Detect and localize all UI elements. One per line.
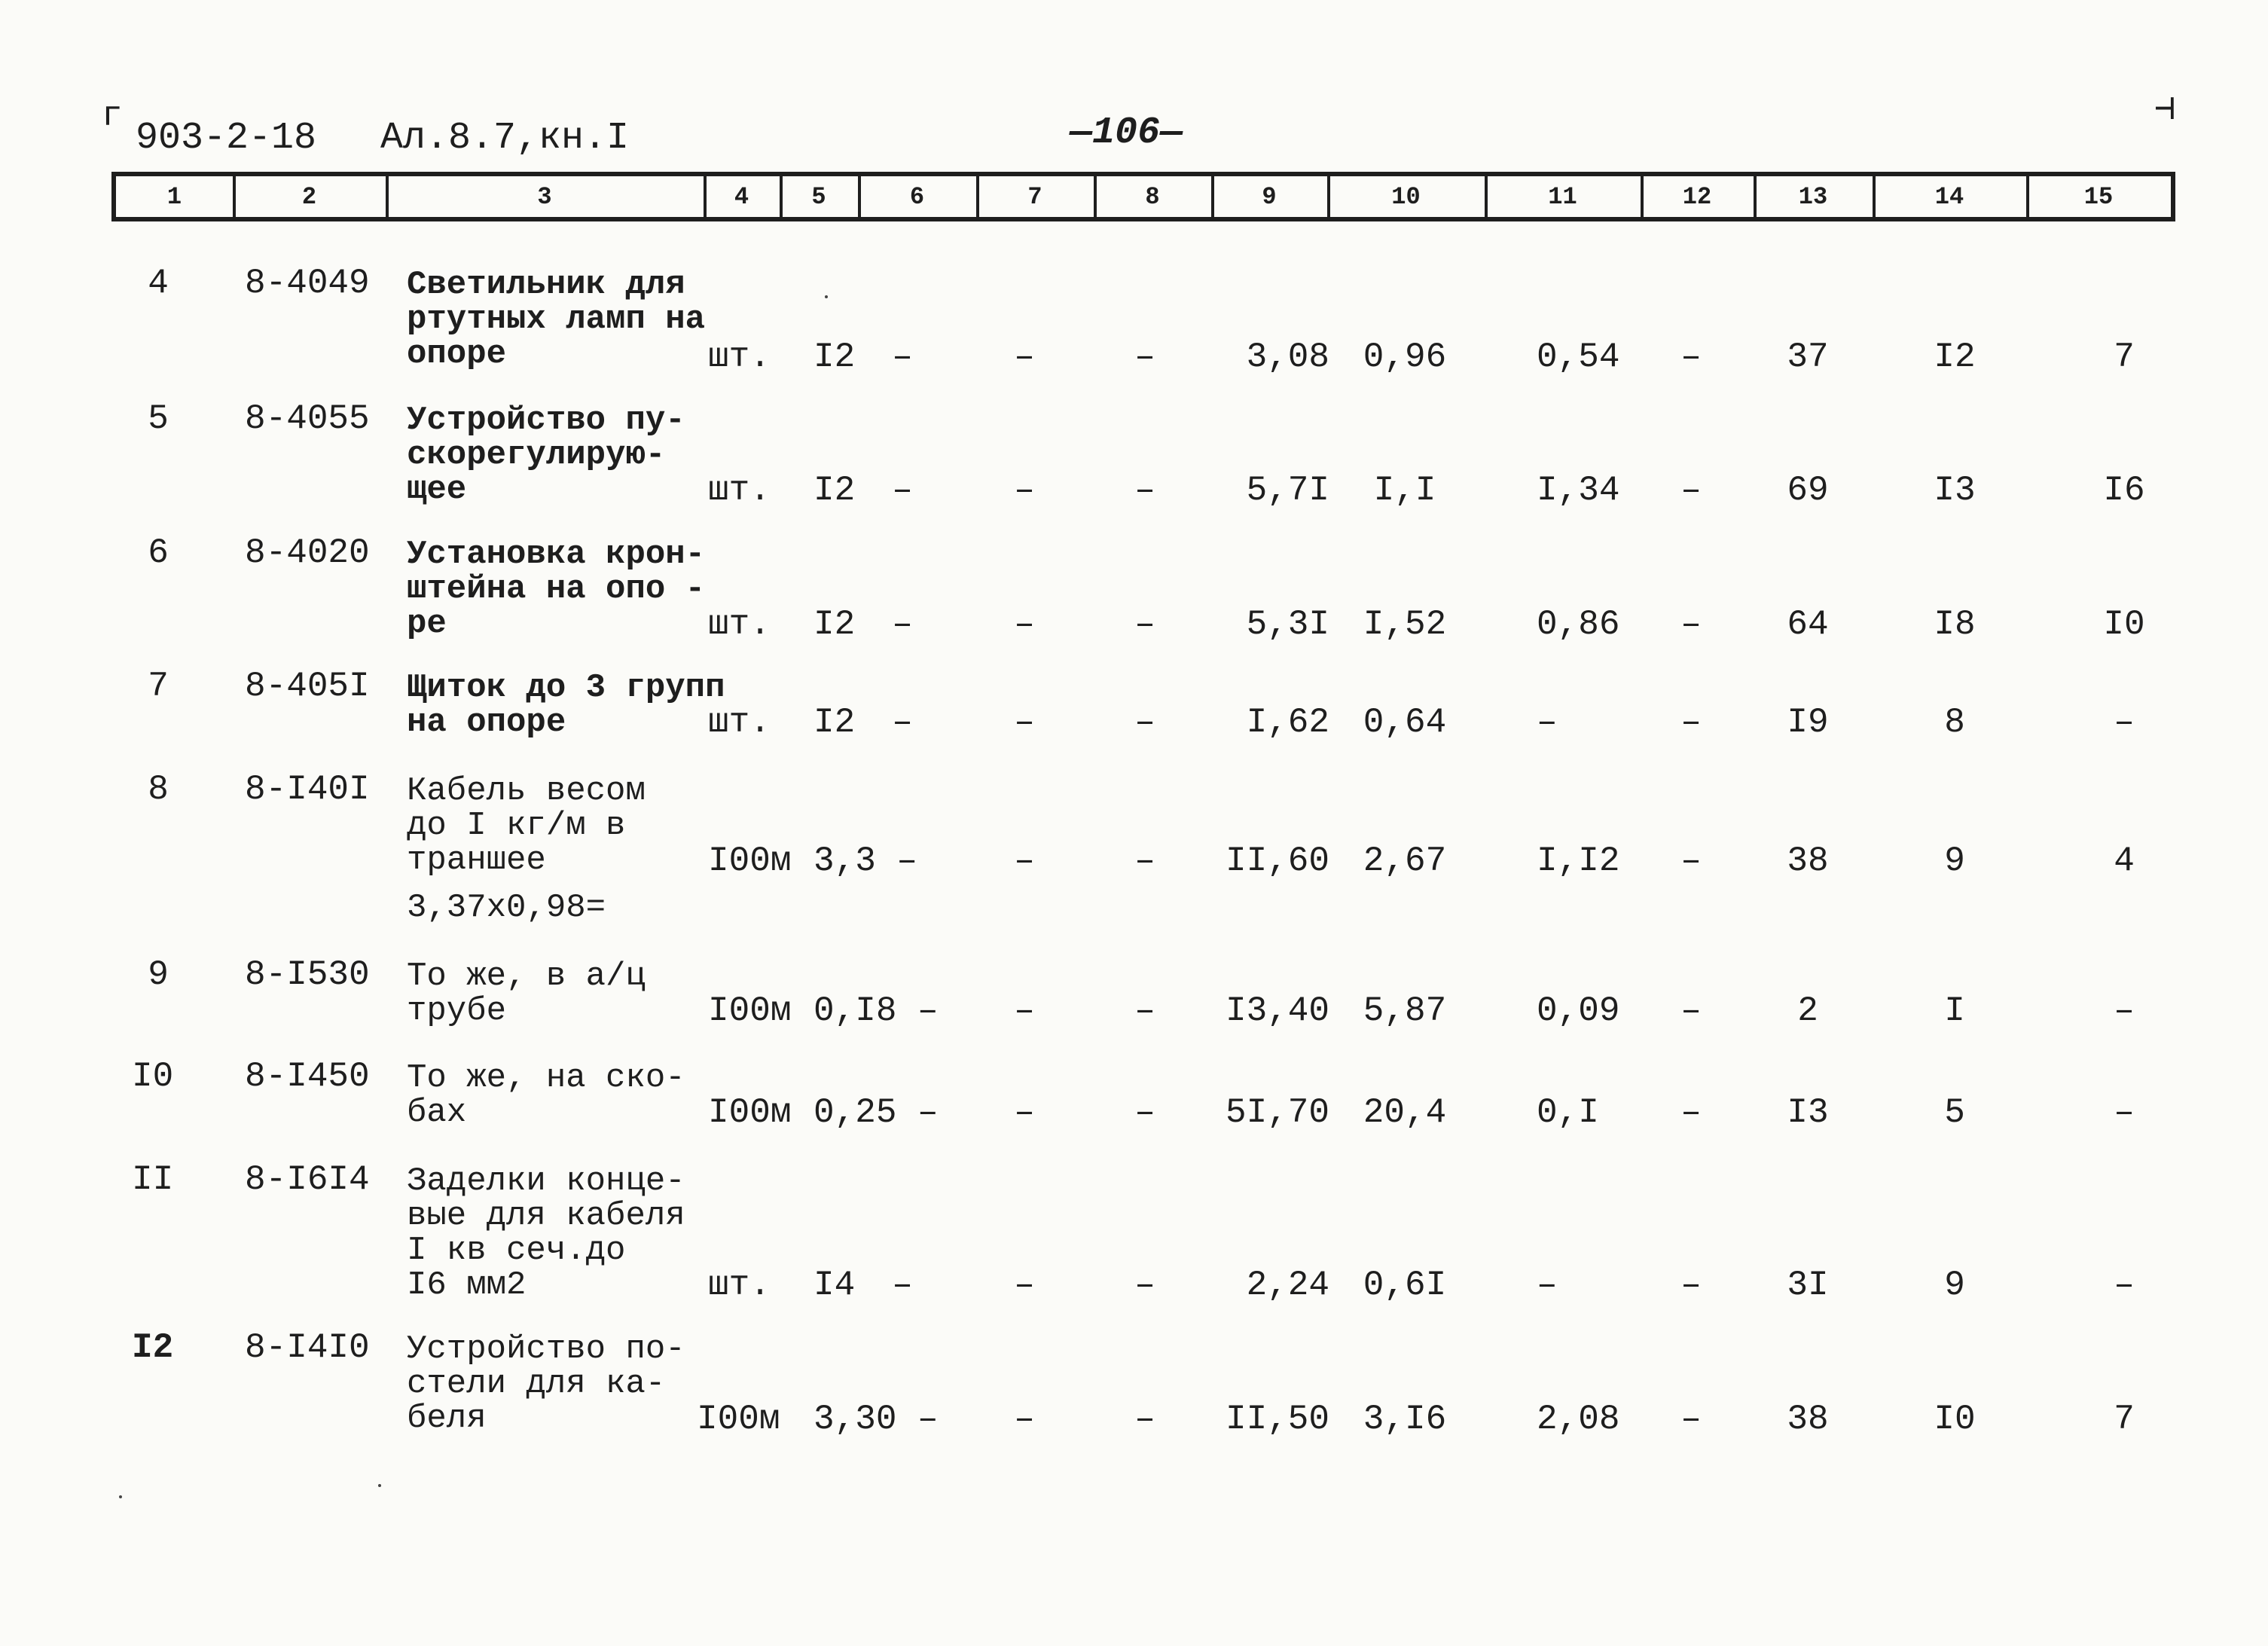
col-7-value: – [1014, 1400, 1035, 1439]
col-14-value: 5 [1944, 1093, 1965, 1132]
col-header-9: 9 [1262, 182, 1277, 211]
col-15-value: 7 [2114, 1400, 2135, 1439]
col-header-11: 11 [1548, 182, 1577, 211]
col-13-value: 37 [1787, 337, 1829, 377]
col-14-value: I0 [1934, 1400, 1976, 1439]
col-6-value: – [892, 471, 913, 510]
col-11-value: 2,08 [1537, 1400, 1620, 1439]
col-12-value: – [1680, 605, 1702, 644]
col-13-value: I3 [1787, 1093, 1829, 1132]
unit: I00м [708, 841, 792, 881]
unit: I00м [708, 1093, 792, 1132]
scan-speck [119, 1495, 122, 1498]
col-14-value: 9 [1944, 1266, 1965, 1305]
col-8-value: – [1134, 991, 1155, 1031]
row-number: I2 [132, 1328, 174, 1367]
col-15-value: – [2114, 703, 2135, 742]
col-14-value: I [1944, 991, 1965, 1031]
rate-code: 8-I530 [245, 955, 370, 994]
col-13-value: 3I [1787, 1266, 1829, 1305]
col-15-value: I0 [2103, 605, 2145, 644]
col-8-value: – [1134, 1400, 1155, 1439]
col-14-value: I2 [1934, 337, 1976, 377]
rate-code: 8-I40I [245, 770, 370, 809]
col-10-value: I,I [1373, 471, 1436, 510]
quantity: I4 [813, 1266, 856, 1305]
row-number: 5 [148, 399, 169, 438]
series-code: 903-2-18 [136, 117, 317, 160]
col-11-value: I,I2 [1537, 841, 1620, 881]
col-11-value: – [1537, 1266, 1558, 1305]
col-8-value: – [1134, 337, 1155, 377]
col-7-value: – [1014, 1266, 1035, 1305]
column-number-header [111, 172, 2175, 221]
rate-code: 8-4055 [245, 399, 370, 438]
col-10-value: 2,67 [1363, 841, 1447, 881]
col-header-8: 8 [1145, 182, 1160, 211]
page-number: —106— [1070, 111, 1183, 154]
col-12-value: – [1680, 703, 1702, 742]
row-number: 7 [148, 667, 169, 706]
work-description: То же, на ско- бах [407, 1059, 685, 1131]
col-header-14: 14 [1934, 182, 1964, 211]
col-12-value: – [1680, 471, 1702, 510]
quantity: I2 [813, 703, 856, 742]
col-header-2: 2 [301, 182, 317, 211]
unit: шт. [708, 471, 771, 510]
rate-code: 8-4049 [245, 264, 370, 303]
col-10-value: 0,96 [1363, 337, 1447, 377]
col-13-value: 64 [1787, 605, 1829, 644]
rate-code: 8-405I [245, 667, 370, 706]
col-header-12: 12 [1682, 182, 1712, 211]
col-8-value: – [1134, 841, 1155, 881]
col-10-value: I,52 [1363, 605, 1447, 644]
col-8-value: – [1134, 1266, 1155, 1305]
col-9-value: 3,08 [1246, 337, 1329, 377]
col-15-value: 4 [2114, 841, 2135, 881]
row-number: 8 [148, 770, 169, 809]
work-description: Щиток до 3 групп на опоре [407, 669, 725, 741]
work-description: Заделки конце- вые для кабеля I кв сеч.до I6 мм2 [407, 1162, 685, 1304]
work-description: Установка крон- штейна на опо - ре [407, 536, 706, 643]
col-8-value: – [1134, 703, 1155, 742]
unit: I00м [697, 1400, 780, 1439]
col-15-value: – [2114, 1266, 2135, 1305]
unit: шт. [708, 703, 771, 742]
col-14-value: I3 [1934, 471, 1976, 510]
col-10-value: 0,64 [1363, 703, 1447, 742]
rate-code: 8-I4I0 [245, 1328, 370, 1367]
col-13-value: 38 [1787, 1400, 1829, 1439]
col-11-value: 0,86 [1537, 605, 1620, 644]
quantity: 0,I8 – [813, 991, 939, 1031]
col-header-3: 3 [537, 182, 552, 211]
rate-code: 8-I450 [245, 1057, 370, 1096]
col-10-value: 3,I6 [1363, 1400, 1447, 1439]
row-number: II [132, 1160, 174, 1199]
col-6-value: – [892, 703, 913, 742]
quantity: I2 [813, 471, 856, 510]
col-13-value: I9 [1787, 703, 1829, 742]
col-11-value: 0,54 [1537, 337, 1620, 377]
row-number: 4 [148, 264, 169, 303]
col-header-15: 15 [2083, 182, 2114, 211]
col-10-value: 5,87 [1363, 991, 1447, 1031]
row-number: 6 [148, 533, 169, 573]
col-10-value: 0,6I [1363, 1266, 1447, 1305]
col-12-value: – [1680, 1266, 1702, 1305]
col-header-6: 6 [909, 182, 925, 211]
col-9-value: I,62 [1246, 703, 1329, 742]
col-13-value: 38 [1787, 841, 1829, 881]
col-9-value: 2,24 [1246, 1266, 1329, 1305]
col-8-value: – [1134, 471, 1155, 510]
col-11-value: I,34 [1537, 471, 1620, 510]
col-13-value: 69 [1787, 471, 1829, 510]
col-7-value: – [1014, 1093, 1035, 1132]
col-header-13: 13 [1798, 182, 1828, 211]
col-6-value: – [892, 1266, 913, 1305]
quantity: 3,3 – [813, 841, 918, 881]
scan-speck [825, 295, 828, 298]
col-14-value: 9 [1944, 841, 1965, 881]
col-14-value: I8 [1934, 605, 1976, 644]
quantity: 0,25 – [813, 1093, 939, 1132]
col-11-value: 0,I [1537, 1093, 1599, 1132]
col-9-value: 5,3I [1246, 605, 1329, 644]
corner-mark-left: г [102, 96, 123, 136]
corner-mark-right: ⊣ [2154, 90, 2175, 130]
col-13-value: 2 [1797, 991, 1818, 1031]
work-description: Устройство пу- скорегулирую- щее [407, 402, 685, 508]
col-header-7: 7 [1027, 182, 1042, 211]
work-description: Светильник для ртутных ламп на опоре [407, 266, 706, 373]
quantity: I2 [813, 605, 856, 644]
col-15-value: 7 [2114, 337, 2135, 377]
col-9-value: II,50 [1225, 1400, 1329, 1439]
quantity: I2 [813, 337, 856, 377]
unit: I00м [708, 991, 792, 1031]
quantity: 3,30 – [813, 1400, 939, 1439]
col-12-value: – [1680, 991, 1702, 1031]
col-header-5: 5 [811, 182, 826, 211]
col-12-value: – [1680, 1093, 1702, 1132]
unit: шт. [708, 1266, 771, 1305]
col-9-value: 5I,70 [1225, 1093, 1329, 1132]
col-6-value: – [892, 337, 913, 377]
col-7-value: – [1014, 605, 1035, 644]
album-reference: Ал.8.7,кн.I [380, 117, 630, 160]
col-9-value: 5,7I [1246, 471, 1329, 510]
col-14-value: 8 [1944, 703, 1965, 742]
col-9-value: II,60 [1225, 841, 1329, 881]
col-12-value: – [1680, 1400, 1702, 1439]
quantity-calculation: 3,37х0,98= [407, 889, 606, 927]
row-number: 9 [148, 955, 169, 994]
col-header-10: 10 [1391, 182, 1421, 211]
col-8-value: – [1134, 1093, 1155, 1132]
unit: шт. [708, 337, 771, 377]
col-11-value: – [1537, 703, 1558, 742]
col-7-value: – [1014, 471, 1035, 510]
col-12-value: – [1680, 841, 1702, 881]
col-7-value: – [1014, 703, 1035, 742]
work-description: Кабель весом до I кг/м в траншее [407, 772, 646, 879]
row-number: I0 [132, 1057, 174, 1096]
col-6-value: – [892, 605, 913, 644]
col-9-value: I3,40 [1225, 991, 1329, 1031]
col-15-value: – [2114, 991, 2135, 1031]
col-header-1: 1 [166, 182, 182, 211]
col-15-value: I6 [2103, 471, 2145, 510]
col-header-4: 4 [734, 182, 749, 211]
work-description: То же, в а/ц трубе [407, 957, 646, 1030]
col-10-value: 20,4 [1363, 1093, 1447, 1132]
col-11-value: 0,09 [1537, 991, 1620, 1031]
work-description: Устройство по- стели для ка- беля [407, 1330, 685, 1437]
rate-code: 8-4020 [245, 533, 370, 573]
unit: шт. [708, 605, 771, 644]
col-12-value: – [1680, 337, 1702, 377]
rate-code: 8-I6I4 [245, 1160, 370, 1199]
col-7-value: – [1014, 337, 1035, 377]
col-15-value: – [2114, 1093, 2135, 1132]
col-7-value: – [1014, 991, 1035, 1031]
scan-speck [378, 1484, 381, 1487]
col-7-value: – [1014, 841, 1035, 881]
col-8-value: – [1134, 605, 1155, 644]
